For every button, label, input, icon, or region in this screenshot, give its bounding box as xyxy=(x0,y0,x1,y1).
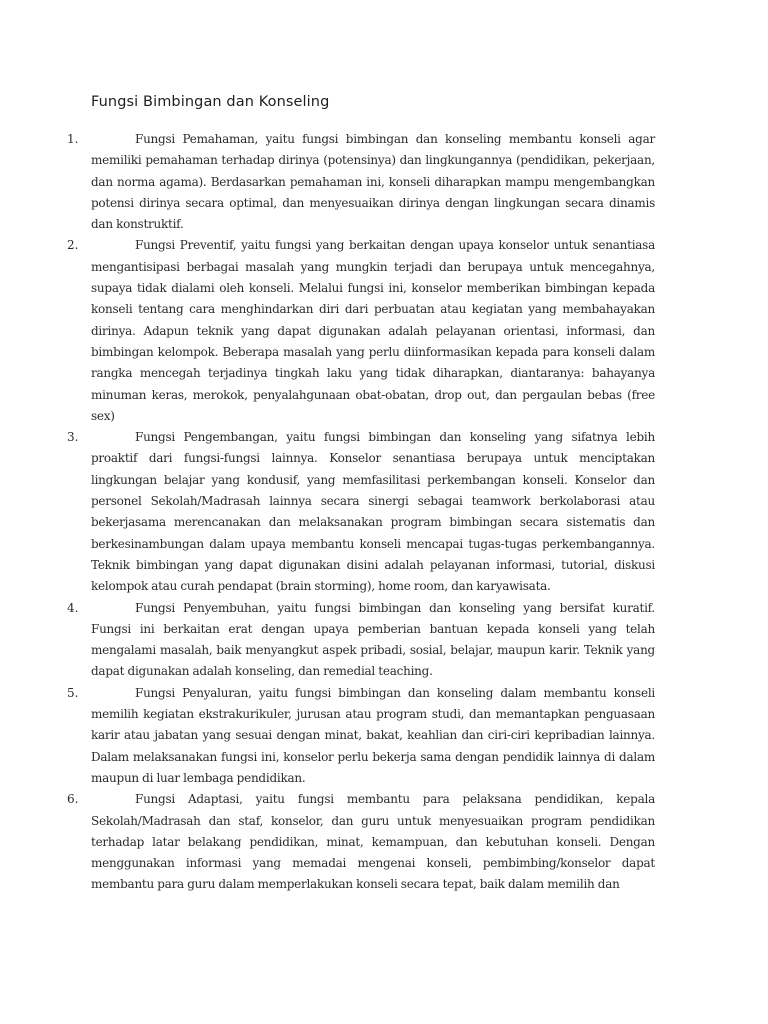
list-item-number: 2. xyxy=(67,238,79,253)
list-item xyxy=(0,427,768,597)
list-item xyxy=(0,235,768,427)
function-list xyxy=(0,129,768,896)
list-item-number: 3. xyxy=(67,430,79,445)
list-item-text: Fungsi Pengembangan, yaitu fungsi bimbingan dan konseling yang sifatnya lebih proaktif dari fungsi-fungsi lainnya. Konselor senantiasa berupaya untuk menciptakan lingkungan belajar yang kondusif, yang memfasilitasi perkembangan konseli. Konselor dan personel Sekolah/Madrasah lainnya secara sinergi sebagai teamwork berkolaborasi atau bekerjasama merencanakan dan melaksanakan program bimbingan secara sistematis dan berkesinambungan dalam upaya membantu konseli mencapai tugas-tugas perkembangannya. Teknik bimbingan yang dapat digunakan disini adalah pelayanan informasi, tutorial, diskusi kelompok atau curah pendapat (brain storming), home room, dan karyawisata. xyxy=(91,430,655,594)
list-item xyxy=(0,129,768,235)
list-item-text: Fungsi Adaptasi, yaitu fungsi membantu para pelaksana pendidikan, kepala Sekolah/Madrasah dan staf, konselor, dan guru untuk menyesuaikan program pendidikan terhadap latar belakang pendidikan, minat, kemampuan, dan kebutuhan konseli. Dengan menggunakan informasi yang memadai mengenai konseli, pembimbing/konselor dapat membantu para guru dalam memperlakukan konseli secara tepat, baik dalam memilih dan xyxy=(91,792,655,892)
list-item-text: Fungsi Penyembuhan, yaitu fungsi bimbingan dan konseling yang bersifat kuratif. Fungsi ini berkaitan erat dengan upaya pemberian bantuan kepada konseli yang telah mengalami masalah, baik menyangkut aspek pribadi, sosial, belajar, maupun karir. Teknik yang dapat digunakan adalah konseling, dan remedial teaching. xyxy=(91,600,655,679)
list-item-text: Fungsi Penyaluran, yaitu fungsi bimbingan dan konseling dalam membantu konseli memilih kegiatan ekstrakurikuler, jurusan atau program studi, dan memantapkan penguasaan karir atau jabatan yang sesuai dengan minat, bakat, keahlian dan ciri-ciri kepribadian lainnya. Dalam melaksanakan fungsi ini, konselor perlu bekerja sama dengan pendidik lainnya di dalam maupun di luar lembaga pendidikan. xyxy=(91,685,655,785)
list-item-number: 6. xyxy=(67,792,79,807)
document-title: Fungsi Bimbingan dan Konseling xyxy=(91,94,330,110)
list-item-number: 1. xyxy=(67,132,79,146)
list-item-text: Fungsi Pemahaman, yaitu fungsi bimbingan dan konseling membantu konseli agar memiliki pemahaman terhadap dirinya (potensinya) dan lingkungannya (pendidikan, pekerjaan, dan norma agama). Berdasarkan pemahaman ini, konseli diharapkan mampu mengembangkan potensi dirinya secara optimal, dan menyesuaikan dirinya dengan lingkungan secara dinamis dan konstruktif. xyxy=(91,132,655,232)
list-item-number: 4. xyxy=(67,600,79,615)
list-item-number: 5. xyxy=(67,685,79,700)
list-item xyxy=(0,683,768,789)
list-item-text: Fungsi Preventif, yaitu fungsi yang berkaitan dengan upaya konselor untuk senantiasa mengantisipasi berbagai masalah yang mungkin terjadi dan berupaya untuk mencegahnya, supaya tidak dialami oleh konseli. Melalui fungsi ini, konselor memberikan bimbingan kepada konseli tentang cara menghindarkan diri dari perbuatan atau kegiatan yang membahayakan dirinya. Adapun teknik yang dapat digunakan adalah pelayanan orientasi, informasi, dan bimbingan kelompok. Beberapa masalah yang perlu diinformasikan kepada para konseli dalam rangka mencegah terjadinya tingkah laku yang tidak diharapkan, diantaranya: bahayanya minuman keras, merokok, penyalahgunaan obat-obatan, drop out, dan pergaulan bebas (free sex) xyxy=(91,238,655,423)
list-item xyxy=(0,598,768,683)
list-item xyxy=(0,789,768,895)
